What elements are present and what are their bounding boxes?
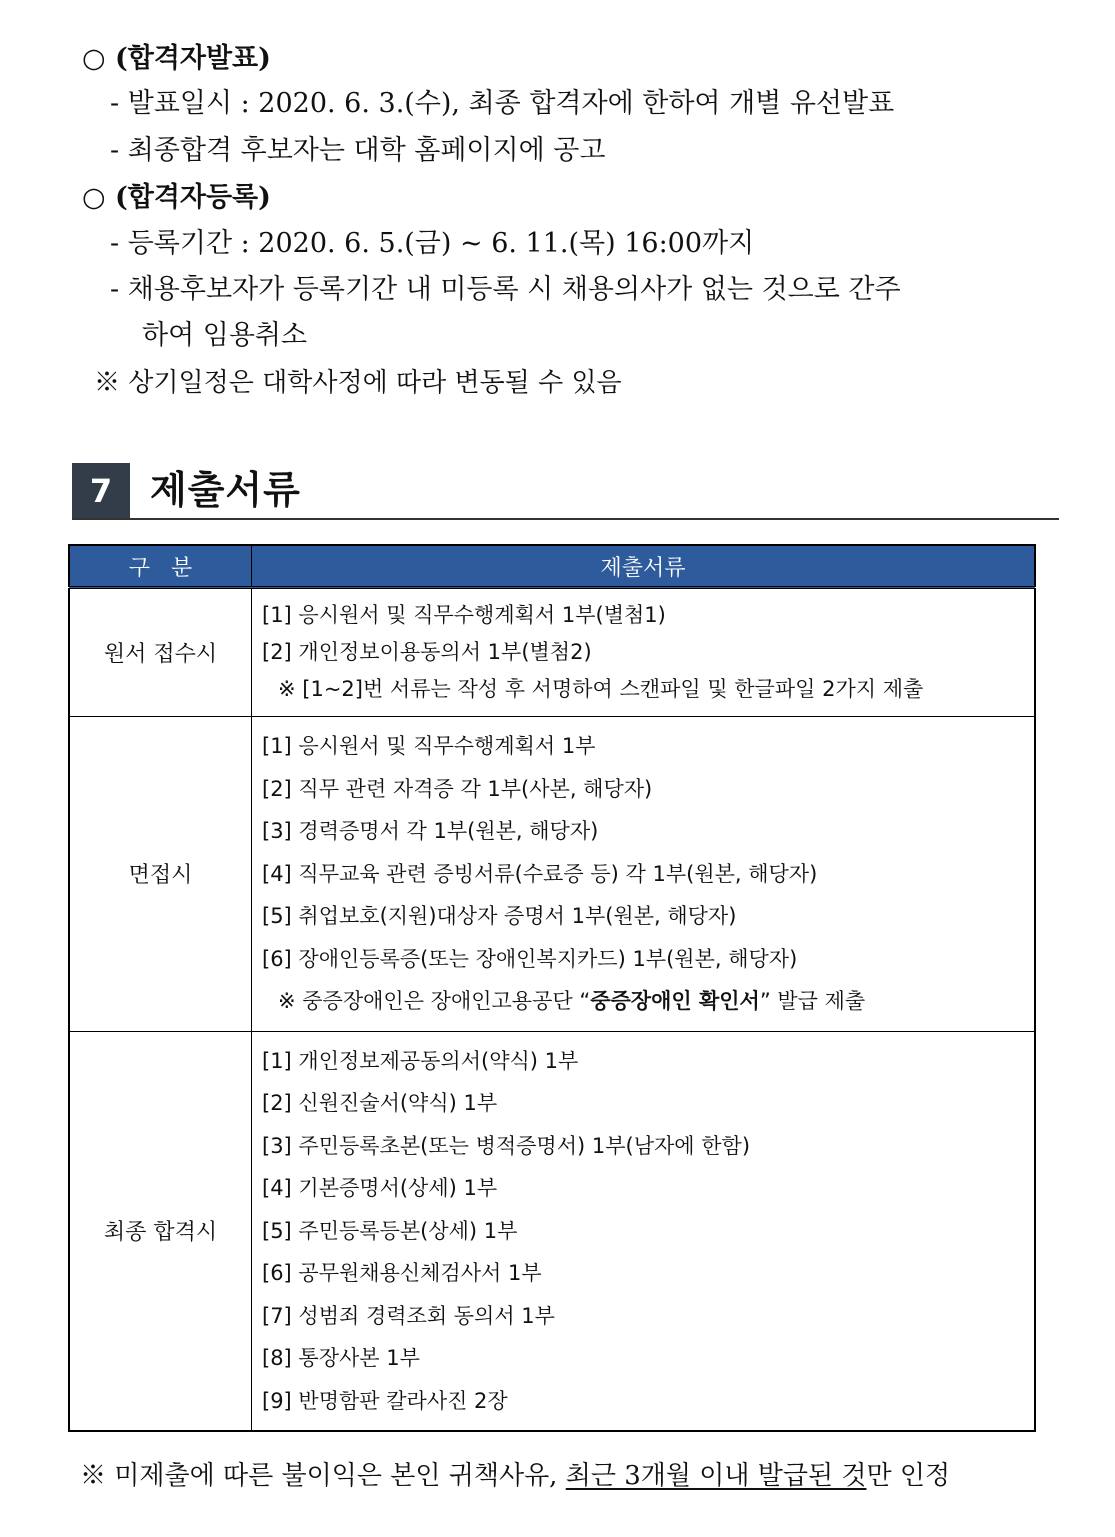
row-note-post: ” 발급 제출 [759,989,866,1013]
list-item: [1] 개인정보제공동의서(약식) 1부 [262,1048,579,1073]
category-cell: 면접시 [69,717,252,1032]
table-row-application [69,588,1035,717]
announcement-date-line: - 발표일시 : 2020. 6. 3.(수), 최종 합격자에 한하여 개별 유선발표 [110,88,895,119]
list-item: [1] 응시원서 및 직무수행계획서 1부(별첨1) [262,603,666,627]
footnote-pre: ※ 미제출에 따른 불이익은 본인 귀책사유, [80,1461,566,1491]
list-item: [6] 장애인등록증(또는 장애인복지카드) 1부(원본, 해당자) [262,946,798,971]
list-item: [8] 통장사본 1부 [262,1346,420,1370]
list-item: [4] 기본증명서(상세) 1부 [262,1176,498,1200]
table-header-row [69,545,1035,588]
table-row-final [69,1031,1035,1431]
list-item: [2] 직무 관련 자격증 각 1부(사본, 해당자) [262,776,653,801]
list-item: [3] 주민등록초본(또는 병적증명서) 1부(남자에 한함) [262,1133,751,1158]
announcement-homepage-line: - 최종합격 후보자는 대학 홈페이지에 공고 [110,135,606,166]
table-row-interview [69,717,1035,1032]
announcement-heading: ○ (합격자발표) [82,43,271,74]
items-cell [252,588,1036,717]
registration-heading: ○ (합격자등록) [82,182,271,213]
list-item: [5] 주민등록등본(상세) 1부 [262,1218,518,1243]
list-item: [2] 개인정보이용동의서 1부(별첨2) [262,640,592,664]
header-category: 구 분 [69,545,252,588]
items-cell [252,1031,1036,1431]
section-number-badge: 7 [72,463,130,519]
row-note-bold: 중증장애인 확인서 [590,989,760,1013]
footnote-underlined: 최근 3개월 이내 발급된 것 [565,1461,867,1491]
row-note-pre: ※ 중증장애인은 장애인고용공단 “ [278,989,591,1013]
documents-table [68,544,1036,1432]
list-item: [2] 신원진술서(약식) 1부 [262,1091,498,1115]
list-item: [7] 성범죄 경력조회 동의서 1부 [262,1303,555,1328]
list-item: [5] 취업보호(지원)대상자 증명서 1부(원본, 해당자) [262,904,737,928]
list-item: [9] 반명함판 칼라사진 2장 [262,1388,508,1413]
footnote-post: 만 인정 [866,1461,951,1491]
section-title: 제출서류 [150,468,301,512]
category-cell: 최종 합격시 [69,1031,252,1431]
list-item: [3] 경력증명서 각 1부(원본, 해당자) [262,819,599,843]
footnote [80,1458,950,1494]
row-note: ※ [1~2]번 서류는 작성 후 서명하여 스캔파일 및 한글파일 2가지 제출 [278,677,924,701]
header-documents: 제출서류 [252,545,1036,588]
schedule-note: ※ 상기일정은 대학사정에 따라 변동될 수 있음 [94,368,622,398]
category-cell: 원서 접수시 [69,588,252,717]
registration-period-line: - 등록기간 : 2020. 6. 5.(금) ~ 6. 11.(목) 16:00까지 [110,228,755,259]
registration-cancel-line: - 채용후보자가 등록기간 내 미등록 시 채용의사가 없는 것으로 간주 [110,274,901,305]
registration-cancel-line-cont: 하여 임용취소 [142,320,308,351]
items-cell [252,717,1036,1032]
row-note [262,980,1034,1023]
section-divider [72,518,1059,520]
list-item: [4] 직무교육 관련 증빙서류(수료증 등) 각 1부(원본, 해당자) [262,861,818,886]
list-item: [1] 응시원서 및 직무수행계획서 1부 [262,734,596,758]
list-item: [6] 공무원채용신체검사서 1부 [262,1261,542,1285]
